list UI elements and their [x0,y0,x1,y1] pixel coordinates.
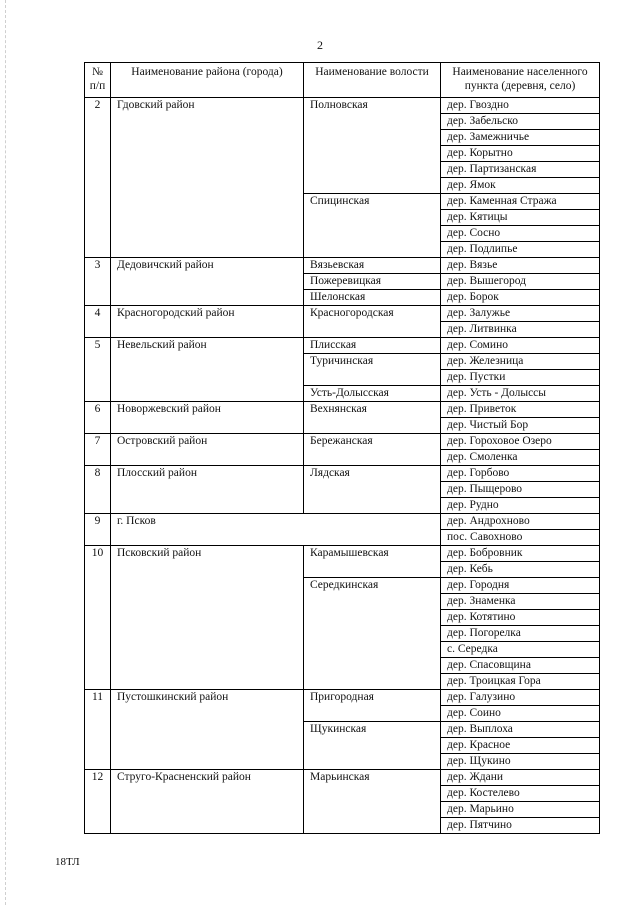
settlement-cell: дер. Красное [441,738,600,754]
header-volost: Наименование волости [304,63,441,98]
district-cell: Островский район [111,434,304,466]
table-row [85,306,600,322]
row-number-cell: 11 [85,690,111,770]
settlement-cell: дер. Забельско [441,114,600,130]
settlement-cell: дер. Приветок [441,402,600,418]
settlement-cell: дер. Троицкая Гора [441,674,600,690]
row-number-cell: 3 [85,258,111,306]
settlement-cell: дер. Щукино [441,754,600,770]
row-number-cell: 5 [85,338,111,402]
settlement-cell: дер. Спасовщина [441,658,600,674]
volost-cell: Пригородная [304,690,441,722]
settlements-table [84,62,600,834]
settlement-cell: дер. Литвинка [441,322,600,338]
settlement-cell: дер. Борок [441,290,600,306]
settlement-cell: дер. Подлипье [441,242,600,258]
settlement-cell: дер. Котятино [441,610,600,626]
settlement-cell: дер. Пустки [441,370,600,386]
settlement-cell: дер. Ямок [441,178,600,194]
settlement-cell: дер. Корытно [441,146,600,162]
settlement-cell: дер. Гороховое Озеро [441,434,600,450]
settlement-cell: дер. Сосно [441,226,600,242]
settlement-cell: дер. Знаменка [441,594,600,610]
district-cell: Псковский район [111,546,304,690]
settlement-cell: дер. Залужье [441,306,600,322]
settlement-cell: дер. Соино [441,706,600,722]
district-cell: Дедовичский район [111,258,304,306]
settlement-cell: дер. Вышегород [441,274,600,290]
settlement-cell: дер. Горбово [441,466,600,482]
row-number-cell: 10 [85,546,111,690]
settlement-cell: дер. Пятчино [441,818,600,834]
volost-cell: Карамышевская [304,546,441,578]
settlement-cell: дер. Пыщерово [441,482,600,498]
settlement-cell: дер. Выплоха [441,722,600,738]
district-cell: Невельский район [111,338,304,402]
settlement-cell: дер. Костелево [441,786,600,802]
volost-cell: Пожеревицкая [304,274,441,290]
row-number-cell: 8 [85,466,111,514]
settlement-cell: дер. Сомино [441,338,600,354]
footer-code: 18ТЛ [55,856,80,868]
settlement-cell: дер. Городня [441,578,600,594]
volost-cell: Вязьевская [304,258,441,274]
settlement-cell: дер. Галузино [441,690,600,706]
settlement-cell: дер. Усть - Долыссы [441,386,600,402]
settlement-cell: дер. Замежничье [441,130,600,146]
row-number-cell: 6 [85,402,111,434]
table-row [85,546,600,562]
header-settlement: Наименование населенного пункта (деревня, село) [441,63,600,98]
table-row [85,434,600,450]
district-cell: Пустошкинский район [111,690,304,770]
volost-cell: Вехнянская [304,402,441,434]
header-num: № п/п [85,63,111,98]
row-number-cell: 12 [85,770,111,834]
volost-cell: Середкинская [304,578,441,690]
table-row [85,770,600,786]
district-cell: Струго-Красненский район [111,770,304,834]
volost-cell: Марьинская [304,770,441,834]
volost-cell: Полновская [304,98,441,194]
page-number: 2 [317,38,323,52]
district-cell: Красногородский район [111,306,304,338]
settlement-cell: дер. Марьино [441,802,600,818]
table-row [85,690,600,706]
volost-cell: Спицинская [304,194,441,258]
row-number-cell: 7 [85,434,111,466]
district-cell: г. Псков [111,514,441,546]
volost-cell: Плисская [304,338,441,354]
table-row [85,514,600,530]
header-district: Наименование района (города) [111,63,304,98]
district-cell: Плосский район [111,466,304,514]
settlement-cell: дер. Смоленка [441,450,600,466]
table-row [85,402,600,418]
table-header-row [85,63,600,98]
table-row [85,98,600,114]
volost-cell: Бережанская [304,434,441,466]
row-number-cell: 2 [85,98,111,258]
volost-cell: Щукинская [304,722,441,770]
settlement-cell: дер. Андрохново [441,514,600,530]
settlement-cell: дер. Бобровник [441,546,600,562]
settlement-cell: дер. Ждани [441,770,600,786]
settlement-cell: дер. Каменная Стража [441,194,600,210]
volost-cell: Усть-Долысская [304,386,441,402]
settlement-cell: дер. Железница [441,354,600,370]
volost-cell: Шелонская [304,290,441,306]
district-cell: Новоржевский район [111,402,304,434]
row-number-cell: 9 [85,514,111,546]
table-row [85,258,600,274]
volost-cell: Красногородская [304,306,441,338]
settlement-cell: дер. Чистый Бор [441,418,600,434]
table-row [85,466,600,482]
scan-edge-line [5,0,7,905]
volost-cell: Туричинская [304,354,441,386]
settlement-cell: пос. Савохново [441,530,600,546]
district-cell: Гдовский район [111,98,304,258]
settlement-cell: с. Середка [441,642,600,658]
table-row [85,338,600,354]
row-number-cell: 4 [85,306,111,338]
settlement-cell: дер. Вязье [441,258,600,274]
table-body [85,98,600,834]
settlement-cell: дер. Рудно [441,498,600,514]
volost-cell: Лядская [304,466,441,514]
settlement-cell: дер. Кебь [441,562,600,578]
settlement-cell: дер. Погорелка [441,626,600,642]
settlement-cell: дер. Гвоздно [441,98,600,114]
settlement-cell: дер. Кятицы [441,210,600,226]
settlement-cell: дер. Партизанская [441,162,600,178]
